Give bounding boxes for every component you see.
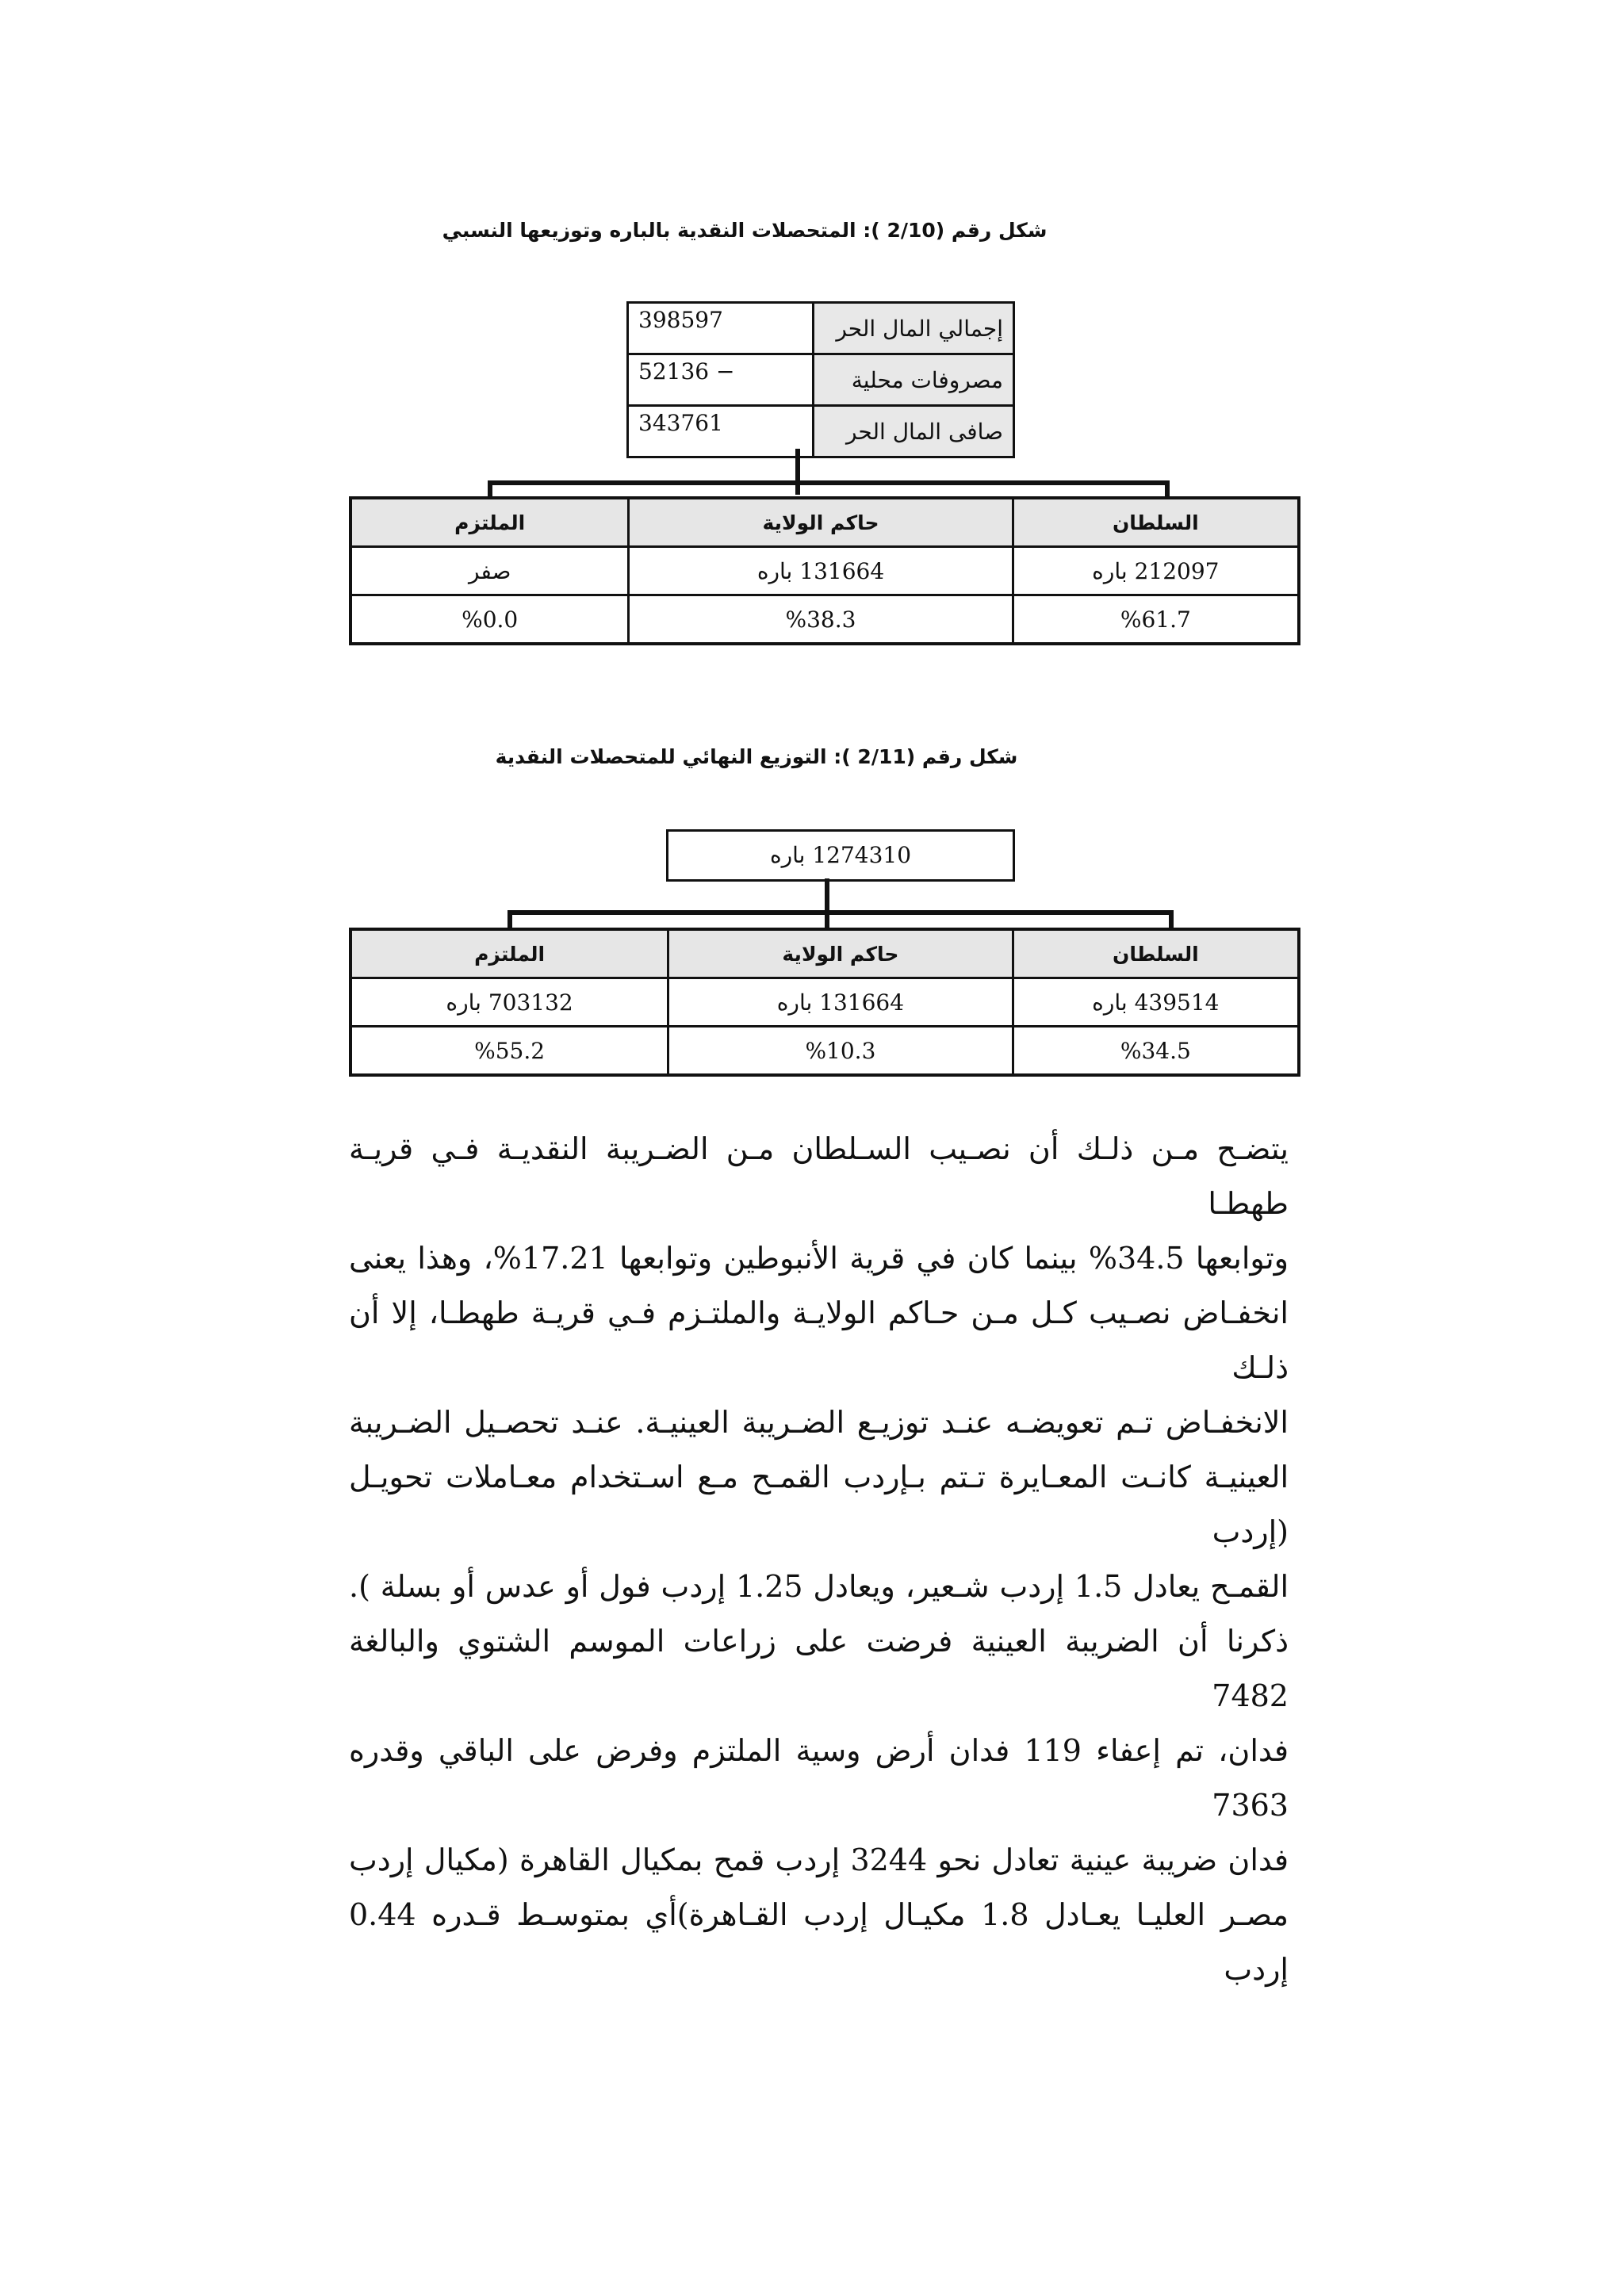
- amount-cell: 212097 باره: [1013, 547, 1299, 595]
- table-row: [350, 978, 1299, 1027]
- connector-drop-right: [1165, 480, 1170, 498]
- table-row: [350, 595, 1299, 645]
- connector-vertical: [795, 449, 800, 495]
- percent-cell: %61.7: [1013, 595, 1299, 645]
- paragraph-line: فدان، تم إعفاء 119 فدان أرض وسية الملتزم وفرض على الباقي وقدره 7363: [349, 1733, 1289, 1823]
- total-box: 1274310 باره: [666, 829, 1015, 882]
- figure1-caption: شكل رقم (2/10 ): المتحصلات النقدية بالباره وتوزيعها النسبي: [442, 219, 1048, 242]
- paragraph-line: مصـر العليـا يعـادل 1.8 مكيـال إردب القـاهرة)أي بمتوسـط قـدره 0.44 إردب: [349, 1897, 1289, 1987]
- summary-label: مصروفات محلية: [813, 354, 1013, 406]
- summary-table: [626, 301, 1015, 458]
- table-row: [350, 547, 1299, 595]
- percent-cell: %38.3: [629, 595, 1013, 645]
- paragraph-line: القمـح يعادل 1.5 إردب شـعير، ويعادل 1.25 إردب فول أو عدس أو بسلة ).: [349, 1569, 1289, 1604]
- distribution-table-1: [349, 496, 1300, 645]
- paragraph-line: وتوابعها 34.5% بينما كان في قرية الأنبوطين وتوابعها 17.21%، وهذا يعنى: [349, 1241, 1289, 1276]
- percent-cell: %10.3: [668, 1027, 1013, 1076]
- paragraph-line: ذكرنا أن الضريبة العينية فرضت على زراعات الموسم الشتوي والبالغة 7482: [349, 1624, 1289, 1713]
- percent-cell: %0.0: [350, 595, 629, 645]
- amount-cell: صفر: [350, 547, 629, 595]
- summary-row: [628, 406, 1014, 457]
- amount-cell: 131664 باره: [668, 978, 1013, 1027]
- amount-cell: 131664 باره: [629, 547, 1013, 595]
- body-paragraph: [349, 1122, 1289, 1997]
- summary-row: [628, 303, 1014, 354]
- summary-label: صافى المال الحر: [813, 406, 1013, 457]
- distribution-table-2: [349, 928, 1300, 1077]
- paragraph-line: فدان ضريبة عينية تعادل نحو 3244 إردب قمح بمكيال القاهرة (مكيال إردب: [349, 1843, 1289, 1877]
- paragraph-line: يتضـح مـن ذلـك أن نصـيب السـلطان مـن الضـريبة النقديـة فـي قريـة طهطـا: [349, 1131, 1289, 1221]
- connector-drop-right: [1169, 910, 1174, 929]
- table-header-row: [350, 498, 1299, 547]
- connector-horizontal: [508, 910, 1174, 915]
- summary-value: 343761: [628, 406, 814, 457]
- summary-value: 398597: [628, 303, 814, 354]
- percent-cell: %55.2: [350, 1027, 668, 1076]
- header-cell: الملتزم: [350, 498, 629, 547]
- summary-value: 52136 −: [628, 354, 814, 406]
- header-cell: حاكم الولاية: [629, 498, 1013, 547]
- connector-horizontal: [488, 480, 1170, 485]
- table-header-row: [350, 929, 1299, 978]
- header-cell: السلطان: [1013, 498, 1299, 547]
- header-cell: السلطان: [1013, 929, 1299, 978]
- amount-cell: 703132 باره: [350, 978, 668, 1027]
- connector-drop-left: [508, 910, 512, 929]
- header-cell: الملتزم: [350, 929, 668, 978]
- header-cell: حاكم الولاية: [668, 929, 1013, 978]
- summary-label: إجمالي المال الحر: [813, 303, 1013, 354]
- connector-drop-left: [488, 480, 492, 498]
- connector-drop-mid: [825, 878, 829, 929]
- summary-row: [628, 354, 1014, 406]
- paragraph-line: الانخفـاض تـم تعويضـه عنـد توزيـع الضـريبة العينيـة. عنـد تحصـيل الضـريبة: [349, 1405, 1289, 1440]
- paragraph-line: انخفـاض نصـيب كـل مـن حـاكم الولايـة والملتـزم فـي قريـة طهطـا، إلا أن ذلـك: [349, 1295, 1289, 1385]
- table-row: [350, 1027, 1299, 1076]
- percent-cell: %34.5: [1013, 1027, 1299, 1076]
- amount-cell: 439514 باره: [1013, 978, 1299, 1027]
- figure2-caption: شكل رقم (2/11 ): التوزيع النهائي للمتحصلات النقدية: [495, 745, 1018, 768]
- paragraph-line: العينيـة كانـت المعـايرة تـتم بـإردب القمـح مـع اسـتخدام معـاملات تحويـل (إردب: [349, 1460, 1289, 1549]
